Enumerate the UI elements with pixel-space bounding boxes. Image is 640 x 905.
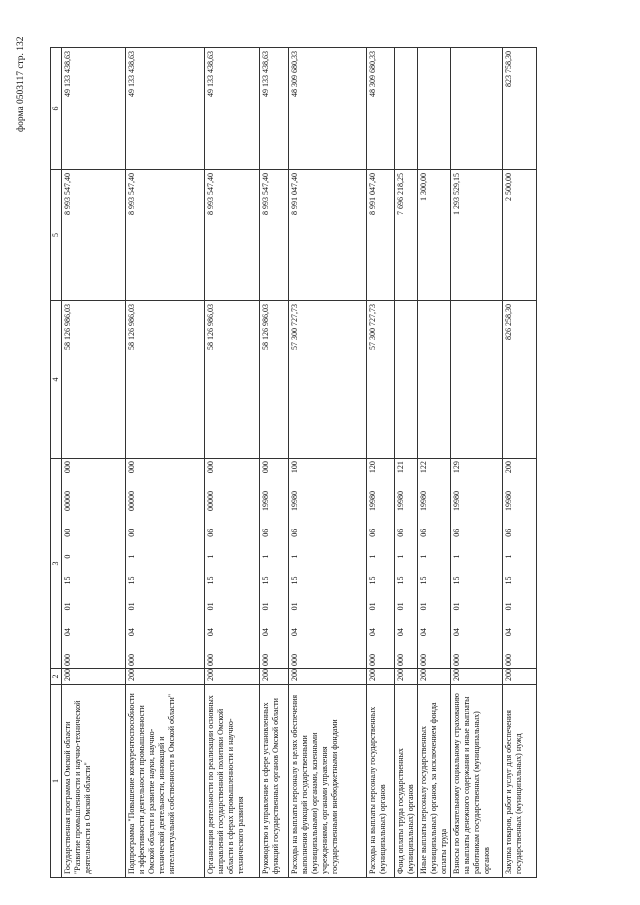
row-name: Организация деятельности по реализации основных направлений государственной политики Омской области в сферах промышленности и научно-технического развития [205, 685, 260, 878]
row-name: Расходы на выплаты персоналу в целях обеспечения выполнения функций государственными (муниципальными) органами, казенными учреждениями, органами управления государственными внебюджетными фондами [289, 685, 367, 878]
code-part: 06 [206, 528, 215, 537]
line-code: 200 [205, 669, 260, 685]
code-part: 01 [261, 602, 270, 611]
table-row [289, 48, 367, 878]
code-part: 200 [504, 461, 513, 474]
budget-classification-code [289, 459, 367, 669]
code-part: 06 [368, 528, 377, 537]
budget-table [50, 47, 537, 878]
row-name: Закупка товаров, работ и услуг для обеспечения государственных (муниципальных) нужд [503, 685, 537, 878]
code-part: 06 [419, 528, 428, 537]
code-part: 19980 [396, 490, 405, 511]
code-part: 06 [290, 528, 299, 537]
executed-amount: 2 500,00 [503, 170, 537, 301]
code-part: 129 [452, 461, 461, 474]
table-row [367, 48, 395, 878]
code-part: 1 [419, 554, 428, 559]
row-name: Фонд оплаты труда государственных (муниципальных) органов [395, 685, 418, 878]
code-part: 01 [452, 602, 461, 611]
unexecuted-amount: 49 133 438,63 [260, 48, 289, 170]
code-part: 01 [368, 602, 377, 611]
line-code: 200 [451, 669, 503, 685]
column-number-row [51, 48, 62, 878]
approved-amount [395, 301, 418, 459]
code-part: 15 [504, 576, 513, 585]
unexecuted-amount: 49 133 438,63 [126, 48, 205, 170]
code-part: 000 [452, 654, 461, 666]
code-part: 19980 [368, 490, 377, 511]
code-part: 06 [261, 528, 270, 537]
code-part: 01 [206, 602, 215, 611]
code-part: 06 [504, 528, 513, 537]
executed-amount: 1 300,00 [418, 170, 451, 301]
code-part: 000 [290, 654, 299, 666]
approved-amount: 58 126 986,03 [205, 301, 260, 459]
code-part: 000 [206, 461, 215, 474]
code-part: 1 [127, 554, 136, 559]
code-part: 04 [206, 628, 215, 637]
unexecuted-amount [418, 48, 451, 170]
code-part: 04 [452, 628, 461, 637]
code-part: 04 [368, 628, 377, 637]
code-part: 01 [419, 602, 428, 611]
approved-amount: 58 126 986,03 [62, 301, 126, 459]
column-header: 2 [51, 669, 62, 685]
code-part: 01 [504, 602, 513, 611]
executed-amount: 8 991 047,40 [367, 170, 395, 301]
code-part: 04 [63, 628, 72, 637]
code-part: 00000 [63, 490, 72, 511]
budget-classification-code [451, 459, 503, 669]
code-part: 000 [206, 654, 215, 666]
row-name: Иные выплаты персоналу государственных (муниципальных) органов, за исключением фонда оплаты труда [418, 685, 451, 878]
executed-amount: 8 991 047,40 [289, 170, 367, 301]
code-part: 000 [127, 654, 136, 666]
code-part: 01 [63, 602, 72, 611]
approved-amount [451, 301, 503, 459]
table-row [260, 48, 289, 878]
code-part: 000 [127, 461, 136, 474]
code-part: 1 [261, 554, 270, 559]
approved-amount: 57 300 727,73 [367, 301, 395, 459]
code-part: 15 [290, 576, 299, 585]
code-part: 04 [127, 628, 136, 637]
column-header: 1 [51, 685, 62, 878]
code-part: 122 [419, 461, 428, 474]
code-part: 15 [452, 576, 461, 585]
approved-amount [418, 301, 451, 459]
code-part: 1 [452, 554, 461, 559]
executed-amount: 8 993 547,40 [62, 170, 126, 301]
code-parts [127, 461, 137, 666]
code-part: 1 [290, 554, 299, 559]
code-part: 15 [419, 576, 428, 585]
column-header: 5 [51, 170, 62, 301]
column-header: 6 [51, 48, 62, 170]
executed-amount: 8 993 547,40 [205, 170, 260, 301]
code-part: 01 [290, 602, 299, 611]
executed-amount: 8 993 547,40 [260, 170, 289, 301]
code-part: 04 [396, 628, 405, 637]
code-part: 000 [261, 654, 270, 666]
code-parts [396, 461, 406, 666]
unexecuted-amount [395, 48, 418, 170]
approved-amount: 57 300 727,73 [289, 301, 367, 459]
code-part: 15 [368, 576, 377, 585]
table-row [451, 48, 503, 878]
unexecuted-amount: 49 133 438,63 [62, 48, 126, 170]
code-part: 04 [261, 628, 270, 637]
approved-amount: 58 126 986,03 [126, 301, 205, 459]
approved-amount: 58 126 986,03 [260, 301, 289, 459]
code-part: 06 [452, 528, 461, 537]
code-part: 00 [127, 528, 136, 537]
table-row [126, 48, 205, 878]
code-parts [206, 461, 216, 666]
line-code: 200 [126, 669, 205, 685]
code-part: 000 [396, 654, 405, 666]
unexecuted-amount: 48 309 680,33 [289, 48, 367, 170]
table-row [418, 48, 451, 878]
table-body [62, 48, 537, 878]
executed-amount: 1 293 529,15 [451, 170, 503, 301]
code-part: 00000 [127, 490, 136, 511]
budget-classification-code [367, 459, 395, 669]
code-parts [290, 461, 300, 666]
code-part: 1 [396, 554, 405, 559]
code-parts [419, 461, 429, 666]
unexecuted-amount [451, 48, 503, 170]
code-parts [261, 461, 271, 666]
code-part: 19980 [261, 490, 270, 511]
table-row [503, 48, 537, 878]
code-part: 19980 [504, 490, 513, 511]
budget-classification-code [260, 459, 289, 669]
code-part: 000 [63, 461, 72, 474]
code-part: 06 [396, 528, 405, 537]
row-name: Взносы по обязательному социальному страхованию на выплаты денежного содержания и иные выплаты работникам государственных (муниципальных) органов [451, 685, 503, 878]
code-part: 01 [396, 602, 405, 611]
code-part: 15 [396, 576, 405, 585]
code-parts [452, 461, 462, 666]
row-name: Подпрограмма "Повышение конкурентоспособности и эффективности деятельности промышленности Омской области и развитие науки, научно-технической деятельности, инноваций и интеллектуальной собственности в Омской области" [126, 685, 205, 878]
code-part: 121 [396, 461, 405, 474]
budget-classification-code [395, 459, 418, 669]
code-part: 01 [127, 602, 136, 611]
code-part: 15 [206, 576, 215, 585]
unexecuted-amount: 823 758,30 [503, 48, 537, 170]
code-part: 000 [368, 654, 377, 666]
code-part: 19980 [419, 490, 428, 511]
code-part: 000 [419, 654, 428, 666]
budget-classification-code [62, 459, 126, 669]
column-header: 4 [51, 301, 62, 459]
unexecuted-amount: 49 133 438,63 [205, 48, 260, 170]
table-row [205, 48, 260, 878]
budget-classification-code [126, 459, 205, 669]
code-part: 0 [63, 554, 72, 559]
code-parts [63, 461, 73, 666]
code-parts [504, 461, 514, 666]
line-code: 200 [418, 669, 451, 685]
approved-amount: 826 258,30 [503, 301, 537, 459]
row-name: Расходы на выплаты персоналу государственных (муниципальных) органов [367, 685, 395, 878]
code-parts [368, 461, 378, 666]
table-row [62, 48, 126, 878]
code-part: 1 [206, 554, 215, 559]
budget-classification-code [205, 459, 260, 669]
row-name: Руководство и управление в сфере установленных функций государственных органов Омской области [260, 685, 289, 878]
code-part: 04 [504, 628, 513, 637]
code-part: 04 [290, 628, 299, 637]
code-part: 15 [127, 576, 136, 585]
unexecuted-amount: 48 309 680,33 [367, 48, 395, 170]
code-part: 00000 [206, 490, 215, 511]
code-part: 04 [419, 628, 428, 637]
code-part: 1 [368, 554, 377, 559]
line-code: 200 [260, 669, 289, 685]
code-part: 00 [63, 528, 72, 537]
form-label: форма 0503117 стр. 132 [16, 36, 26, 132]
code-part: 000 [504, 654, 513, 666]
row-name: Государственная программа Омской области "Развитие промышленности и научно-технической деятельности в Омской области" [62, 685, 126, 878]
executed-amount: 8 993 547,40 [126, 170, 205, 301]
code-part: 19980 [452, 490, 461, 511]
code-part: 000 [63, 654, 72, 666]
code-part: 100 [290, 461, 299, 474]
column-header: 3 [51, 459, 62, 669]
line-code: 200 [289, 669, 367, 685]
code-part: 15 [63, 576, 72, 585]
executed-amount: 7 696 218,25 [395, 170, 418, 301]
budget-classification-code [503, 459, 537, 669]
table-row [395, 48, 418, 878]
budget-classification-code [418, 459, 451, 669]
code-part: 120 [368, 461, 377, 474]
line-code: 200 [395, 669, 418, 685]
line-code: 200 [503, 669, 537, 685]
line-code: 200 [367, 669, 395, 685]
code-part: 1 [504, 554, 513, 559]
code-part: 000 [261, 461, 270, 474]
code-part: 15 [261, 576, 270, 585]
line-code: 200 [62, 669, 126, 685]
code-part: 19980 [290, 490, 299, 511]
